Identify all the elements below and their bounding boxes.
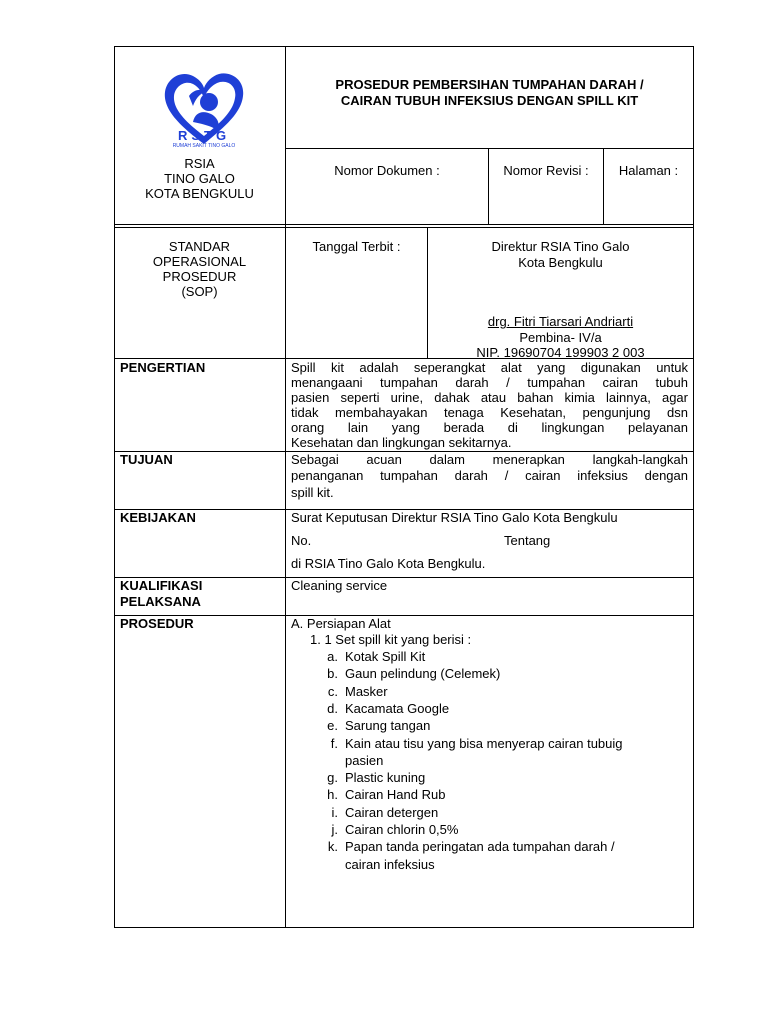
tujuan-line: penanganan tumpahan darah / cairan infeksius dengan (291, 468, 688, 483)
prosedur-section: A. Persiapan Alat (291, 616, 391, 631)
prosedur-item (320, 753, 383, 769)
tujuan-line: Sebagai acuan dalam menerapkan langkah-langkah (291, 452, 688, 467)
prosedur-item (320, 857, 435, 873)
director-title-2: Kota Bengkulu (518, 255, 603, 270)
issued-date-label: Tanggal Terbit : (312, 239, 401, 254)
prosedur-item (320, 718, 430, 734)
kebijakan-label: KEBIJAKAN (120, 510, 196, 525)
prosedur-item-marker: d. (327, 701, 338, 716)
pengertian-line: pasien seperti urine, dahak atau bahan kimia lainnya, agar (291, 390, 688, 405)
kebijakan-line-3: di RSIA Tino Galo Kota Bengkulu. (291, 556, 486, 571)
prosedur-label: PROSEDUR (120, 616, 194, 631)
prosedur-item-marker: e. (327, 718, 338, 733)
prosedur-item (320, 736, 623, 752)
sop-label-1: STANDAR (168, 239, 231, 254)
sop-label-3: PROSEDUR (162, 269, 237, 284)
prosedur-item (320, 649, 425, 665)
prosedur-item (320, 805, 438, 821)
pengertian-label: PENGERTIAN (120, 360, 206, 375)
prosedur-item-text: cairan infeksius (345, 857, 435, 872)
prosedur-item-marker: g. (327, 770, 338, 785)
signer-name: drg. Fitri Tiarsari Andriarti (487, 314, 634, 329)
kualifikasi-label-1: KUALIFIKASI (120, 578, 203, 593)
tujuan-line: spill kit. (291, 485, 334, 500)
prosedur-item (320, 684, 388, 700)
prosedur-item-text: Masker (345, 684, 388, 699)
prosedur-step: 1. 1 Set spill kit yang berisi : (310, 632, 472, 647)
prosedur-item-text: Cairan Hand Rub (345, 787, 446, 802)
prosedur-item-marker: c. (327, 684, 338, 699)
prosedur-item-marker: i. (331, 805, 338, 820)
kebijakan-tentang: Tentang (504, 533, 551, 548)
hospital-name-3: KOTA BENGKULU (145, 186, 254, 201)
tujuan-label: TUJUAN (120, 452, 173, 467)
signer-nip: NIP. 19690704 199903 2 003 (476, 345, 645, 360)
prosedur-item (320, 701, 449, 717)
prosedur-item (320, 770, 425, 786)
pengertian-line: orang lain yang berada di lingkungan pelayanan (291, 420, 688, 435)
revision-number-label: Nomor Revisi : (503, 163, 589, 178)
prosedur-item-text: Gaun pelindung (Celemek) (345, 666, 501, 681)
hospital-name-1: RSIA (184, 156, 215, 171)
prosedur-item-marker: f. (330, 736, 338, 751)
sop-label-2: OPERASIONAL (152, 254, 247, 269)
prosedur-item-text: Cairan detergen (345, 805, 439, 820)
document-title-line-2: CAIRAN TUBUH INFEKSIUS DENGAN SPILL KIT (340, 93, 639, 108)
prosedur-item-text: Kain atau tisu yang bisa menyerap cairan tubuig (345, 736, 623, 751)
kebijakan-no: No. (291, 533, 312, 548)
prosedur-item-text: Cairan chlorin 0,5% (345, 822, 459, 837)
document-number-label: Nomor Dokumen : (334, 163, 440, 178)
prosedur-item-text: Papan tanda peringatan ada tumpahan darah / (345, 839, 615, 854)
prosedur-item-marker: a. (327, 649, 338, 664)
prosedur-item (320, 787, 445, 803)
pengertian-line: menangaani tumpahan darah / tumpahan cairan tubuh (291, 375, 688, 390)
hospital-name-2: TINO GALO (164, 171, 235, 186)
prosedur-item-text: Kotak Spill Kit (345, 649, 426, 664)
prosedur-item (320, 822, 458, 838)
pengertian-line: Spill kit adalah seperangkat alat yang digunakan untuk (291, 360, 688, 375)
prosedur-item-text: pasien (345, 753, 384, 768)
director-title-1: Direktur RSIA Tino Galo (491, 239, 630, 254)
page-number-label: Halaman : (618, 163, 679, 178)
logo-subtext: RUMAH SAKIT TINO GALO (172, 143, 236, 149)
document-title-line-1: PROSEDUR PEMBERSIHAN TUMPAHAN DARAH / (335, 77, 644, 92)
pengertian-line: Kesehatan dan lingkungan sekitarnya. (291, 435, 512, 450)
prosedur-item-marker: j. (331, 822, 338, 837)
prosedur-item-marker: b. (327, 666, 338, 681)
signer-rank: Pembina- IV/a (519, 330, 602, 345)
prosedur-item-text: Plastic kuning (345, 770, 426, 785)
kualifikasi-value: Cleaning service (291, 578, 388, 593)
kebijakan-line-1: Surat Keputusan Direktur RSIA Tino Galo Kota Bengkulu (291, 510, 618, 525)
prosedur-item (320, 839, 615, 855)
prosedur-item (320, 666, 500, 682)
prosedur-item-marker: h. (327, 787, 338, 802)
kualifikasi-label-2: PELAKSANA (120, 594, 201, 609)
prosedur-item-text: Sarung tangan (345, 718, 431, 733)
pengertian-line: tidak membahayakan tenaga Kesehatan, pengunjung dsn (291, 405, 688, 420)
sop-label-4: (SOP) (181, 284, 218, 299)
prosedur-item-marker: k. (327, 839, 338, 854)
logo-text: RSTG (177, 128, 231, 143)
prosedur-item-text: Kacamata Google (345, 701, 450, 716)
